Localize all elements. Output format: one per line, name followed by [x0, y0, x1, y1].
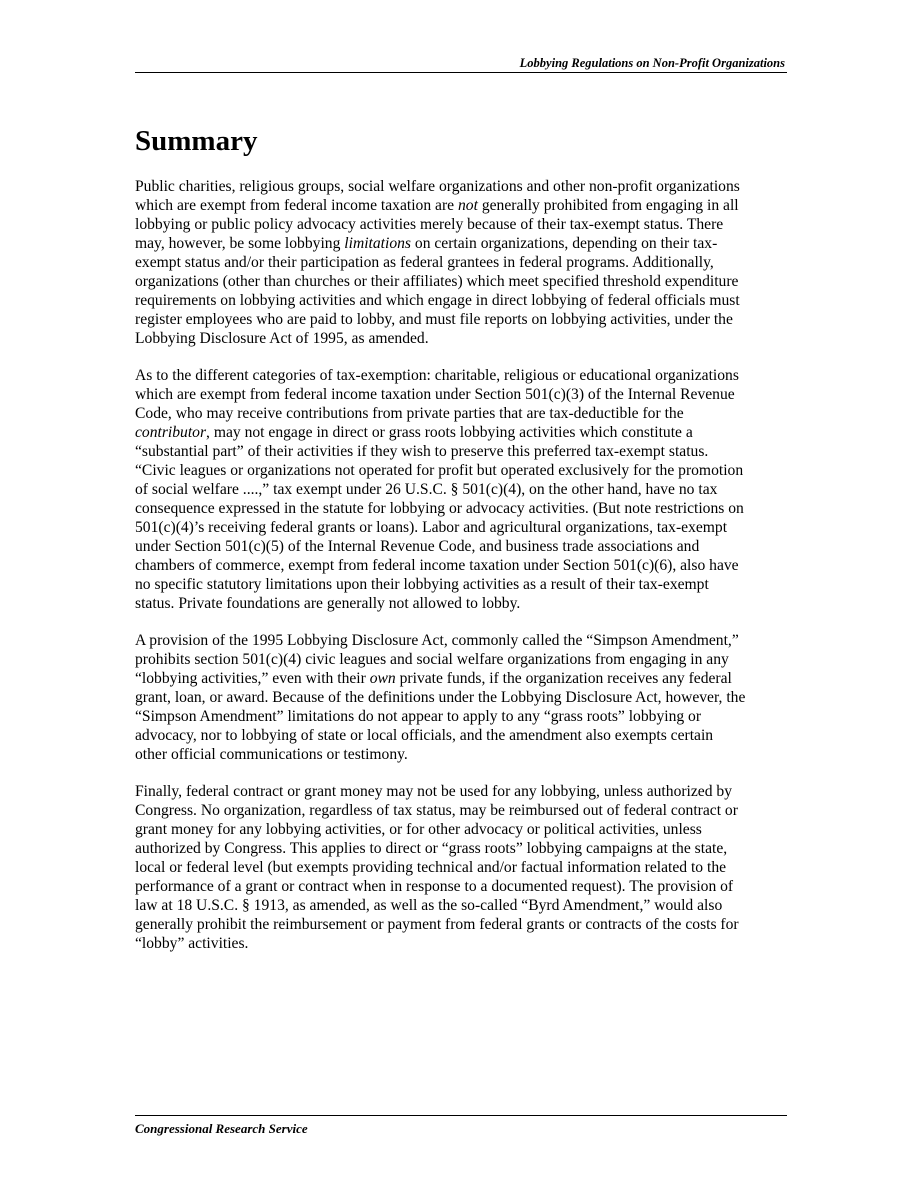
text-run: Code, who may receive contributions from private parties that are tax-deductible for the [135, 405, 684, 422]
paragraph [135, 366, 787, 613]
text-run: may, however, be some lobbying [135, 235, 345, 252]
text-line [135, 877, 787, 896]
paragraph [135, 631, 787, 764]
text-run: Public charities, religious groups, social welfare organizations and other non-profit organizations [135, 178, 740, 195]
text-line [135, 423, 787, 442]
text-run: grant money for any lobbying activities, or for other advocacy or political activities, unless [135, 821, 702, 838]
text-run: under Section 501(c)(5) of the Internal Revenue Code, and business trade associations and [135, 538, 700, 555]
text-line [135, 272, 787, 291]
text-line [135, 177, 787, 196]
emphasis-text: contributor [135, 424, 207, 441]
text-line [135, 480, 787, 499]
text-line [135, 442, 787, 461]
text-run: performance of a grant or contract when in response to a documented request). The provision of [135, 878, 734, 895]
text-run: advocacy, nor to lobbying of state or local officials, and the amendment also exempts certain [135, 727, 714, 744]
text-run: of social welfare ....,” tax exempt under 26 U.S.C. § 501(c)(4), on the other hand, have no tax [135, 481, 718, 498]
text-line [135, 896, 787, 915]
text-run: which are exempt from federal income taxation are [135, 197, 458, 214]
text-run: 501(c)(4)’s receiving federal grants or loans). Labor and agricultural organizations, tax-exempt [135, 519, 728, 536]
text-run: “substantial part” of their activities if they wish to preserve this preferred tax-exempt status. [135, 443, 709, 460]
emphasis-text: limitations [344, 235, 411, 252]
text-run: no specific statutory limitations upon their lobbying activities as a result of their tax-exempt [135, 576, 709, 593]
text-line [135, 631, 787, 650]
text-run: which are exempt from federal income taxation under Section 501(c)(3) of the Internal Revenue [135, 386, 735, 403]
text-line [135, 707, 787, 726]
text-run: chambers of commerce, exempt from federal income taxation under Section 501(c)(6), also have [135, 557, 739, 574]
footer-label: Congressional Research Service [135, 1121, 308, 1136]
text-run: law at 18 U.S.C. § 1913, as amended, as well as the so-called “Byrd Amendment,” would also [135, 897, 723, 914]
text-line [135, 385, 787, 404]
text-run: exempt status and/or their participation as federal grantees in federal programs. Additionally, [135, 254, 714, 271]
text-run: lobbying or public policy advocacy activities merely because of their tax-exempt status. There [135, 216, 724, 233]
text-run: Lobbying Disclosure Act of 1995, as amended. [135, 330, 429, 347]
text-line [135, 801, 787, 820]
text-run: prohibits section 501(c)(4) civic leagues and social welfare organizations from engaging in any [135, 651, 729, 668]
page-title: Summary [135, 125, 258, 157]
text-run: As to the different categories of tax-exemption: charitable, religious or educational organizations [135, 367, 739, 384]
summary-body [135, 177, 787, 971]
text-line [135, 556, 787, 575]
text-line [135, 537, 787, 556]
text-line [135, 215, 787, 234]
text-line [135, 329, 787, 348]
text-run: grant, loan, or award. Because of the definitions under the Lobbying Disclosure Act, however, the [135, 689, 746, 706]
running-head: Lobbying Regulations on Non-Profit Organizations [519, 56, 785, 70]
text-run: “Simpson Amendment” limitations do not appear to apply to any “grass roots” lobbying or [135, 708, 702, 725]
emphasis-text: own [369, 670, 396, 687]
text-run: “lobby” activities. [135, 935, 249, 952]
page-footer [135, 1115, 787, 1137]
page-header [135, 52, 787, 73]
text-line [135, 234, 787, 253]
text-line [135, 688, 787, 707]
text-run: other official communications or testimony. [135, 746, 408, 763]
text-run: on certain organizations, depending on their tax- [411, 235, 718, 252]
text-line [135, 499, 787, 518]
text-run: organizations (other than churches or their affiliates) which meet specified threshold expenditure [135, 273, 739, 290]
text-run: Congress. No organization, regardless of tax status, may be reimbursed out of federal contract or [135, 802, 738, 819]
text-run: A provision of the 1995 Lobbying Disclosure Act, commonly called the “Simpson Amendment,” [135, 632, 739, 649]
text-line [135, 915, 787, 934]
text-line [135, 820, 787, 839]
text-line [135, 196, 787, 215]
text-line [135, 461, 787, 480]
text-run: consequence expressed in the statute for lobbying or advocacy activities. (But note restrictions on [135, 500, 744, 517]
text-run: register employees who are paid to lobby, and must file reports on lobbying activities, under the [135, 311, 733, 328]
text-run: “Civic leagues or organizations not operated for profit but operated exclusively for the promotion [135, 462, 744, 479]
text-line [135, 291, 787, 310]
text-line [135, 858, 787, 877]
text-line [135, 366, 787, 385]
text-line [135, 594, 787, 613]
text-line [135, 650, 787, 669]
text-run: private funds, if the organization receives any federal [395, 670, 732, 687]
text-line [135, 934, 787, 953]
text-run: generally prohibited from engaging in all [477, 197, 739, 214]
text-line [135, 669, 787, 688]
text-run: authorized by Congress. This applies to direct or “grass roots” lobbying campaigns at the state, [135, 840, 728, 857]
emphasis-text: not [457, 197, 478, 214]
text-line [135, 518, 787, 537]
text-run: local or federal level (but exempts providing technical and/or factual information related to the [135, 859, 727, 876]
text-line [135, 310, 787, 329]
text-run: , may not engage in direct or grass roots lobbying activities which constitute a [206, 424, 693, 441]
text-line [135, 726, 787, 745]
text-line [135, 782, 787, 801]
text-line [135, 745, 787, 764]
text-run: Finally, federal contract or grant money may not be used for any lobbying, unless authorized by [135, 783, 733, 800]
text-line [135, 839, 787, 858]
text-line [135, 253, 787, 272]
text-line [135, 575, 787, 594]
text-run: generally prohibit the reimbursement or payment from federal grants or contracts of the costs for [135, 916, 739, 933]
paragraph [135, 782, 787, 953]
text-run: status. Private foundations are generally not allowed to lobby. [135, 595, 521, 612]
paragraph [135, 177, 787, 348]
text-line [135, 404, 787, 423]
text-run: “lobbying activities,” even with their [135, 670, 370, 687]
text-run: requirements on lobbying activities and which engage in direct lobbying of federal officials must [135, 292, 740, 309]
